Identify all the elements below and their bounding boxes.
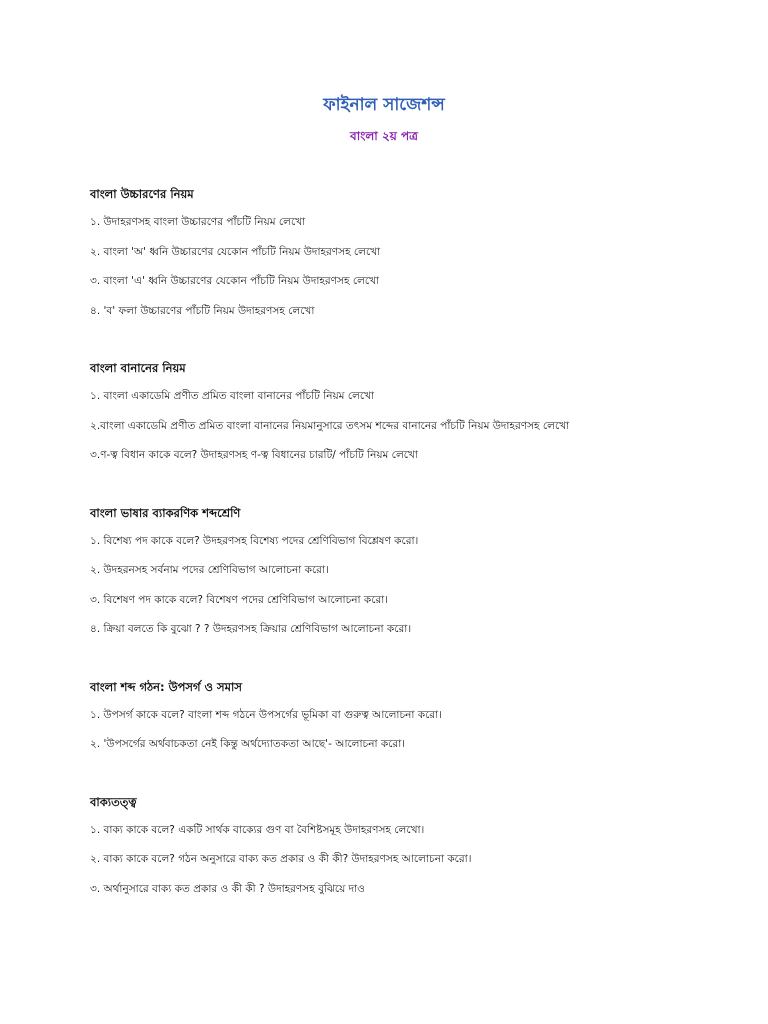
question-item: ২.বাংলা একাডেমি প্রণীত প্রমিত বাংলা বানানের নিয়মানুসারে তৎসম শব্দের বানানের পাঁচটি নিয়ম উদাহরণসহ লেখো <box>90 419 570 432</box>
section-syntax <box>90 791 710 908</box>
question-item: ৩.ণ-ত্ব বিধান কাকে বলে? উদাহরণসহ ণ-ত্ব বিধানের চারটি/ পাঁচটি নিয়ম লেখো <box>90 449 418 461</box>
question-item: ১. উদাহরণসহ বাংলা উচ্চারণের পাঁচটি নিয়ম লেখো <box>90 216 306 228</box>
section-heading: বাংলা শব্দ গঠন: উপসর্গ ও সমাস <box>90 679 242 694</box>
question-item: ৪. ক্রিয়া বলতে কি বুঝো ? ? উদহরণসহ ক্রিয়ার শ্রেণিবিভাগ আলোচনা করো। <box>90 623 412 635</box>
section-parts-of-speech <box>90 502 710 648</box>
question-item: ৩. অর্থানুসারে বাক্য কত প্রকার ও কী কী ? উদাহরণসহ বুঝিয়ে দাও <box>90 882 365 895</box>
section-heading: বাংলা উচ্চারণের নিয়ম <box>90 187 194 201</box>
section-heading: বাক্যতত্ত্ব <box>90 794 137 809</box>
section-pronunciation-rules <box>90 183 710 329</box>
question-item: ১. বিশেষ্য পদ কাকে বলে? উদহরণসহ বিশেষ্য পদের শ্রেণিবিভাগ বিশ্লেষণ করো। <box>90 534 419 547</box>
section-heading: বাংলা বানানের নিয়ম <box>90 361 186 375</box>
question-item: ৩. বিশেষণ পদ কাকে বলে? বিশেষণ পদের শ্রেণিবিভাগ আলোচনা করো। <box>90 593 389 606</box>
question-item: ২. বাংলা 'অ' ধ্বনি উচ্চারণের যেকোন পাঁচটি নিয়ম উদাহরণসহ লেখো <box>90 245 381 258</box>
question-item: ১. উপসর্গ কাকে বলে? বাংলা শব্দ গঠনে উপসর্গের ভূমিকা বা গুরুত্ব আলোচনা করো। <box>90 708 442 721</box>
section-heading: বাংলা ভাষার ব্যাকরণিক শব্দশ্রেণি <box>90 505 241 520</box>
question-item: ৪. 'ব' ফলা উচ্চারণের পাঁচটি নিয়ম উদাহরণসহ লেখো <box>90 304 315 317</box>
question-item: ১. বাক্য কাকে বলে? একটি সার্থক বাক্যের গুণ বা বৈশিষ্টসমূহ উদাহরণসহ লেখো। <box>90 823 425 836</box>
document-content <box>90 183 710 935</box>
question-item: ২. 'উপসর্গের অর্থবাচকতা নেই কিন্তু অর্থদ্যোতকতা আছে'- আলোচনা করো। <box>90 738 405 750</box>
question-item: ১. বাংলা একাডেমি প্রণীত প্রমিত বাংলা বানানের পাঁচটি নিয়ম লেখো <box>90 390 375 402</box>
question-item: ২. উদহরনসহ সর্বনাম পদের শ্রেণিবিভাগ আলোচনা করো। <box>90 564 329 576</box>
section-spelling-rules <box>90 357 710 474</box>
document-subtitle: বাংলা ২য় পত্র <box>350 129 418 143</box>
question-item: ৩. বাংলা 'এ' ধ্বনি উচ্চারণের যেকোন পাঁচটি নিয়ম উদাহরণসহ লেখো <box>90 275 380 287</box>
document-title: ফাইনাল সাজেশন্স <box>323 95 445 115</box>
section-word-formation <box>90 676 710 763</box>
question-item: ২. বাক্য কাকে বলে? গঠন অনুসারে বাক্য কত প্রকার ও কী কী? উদাহরণসহ আলোচনা করো। <box>90 853 472 865</box>
